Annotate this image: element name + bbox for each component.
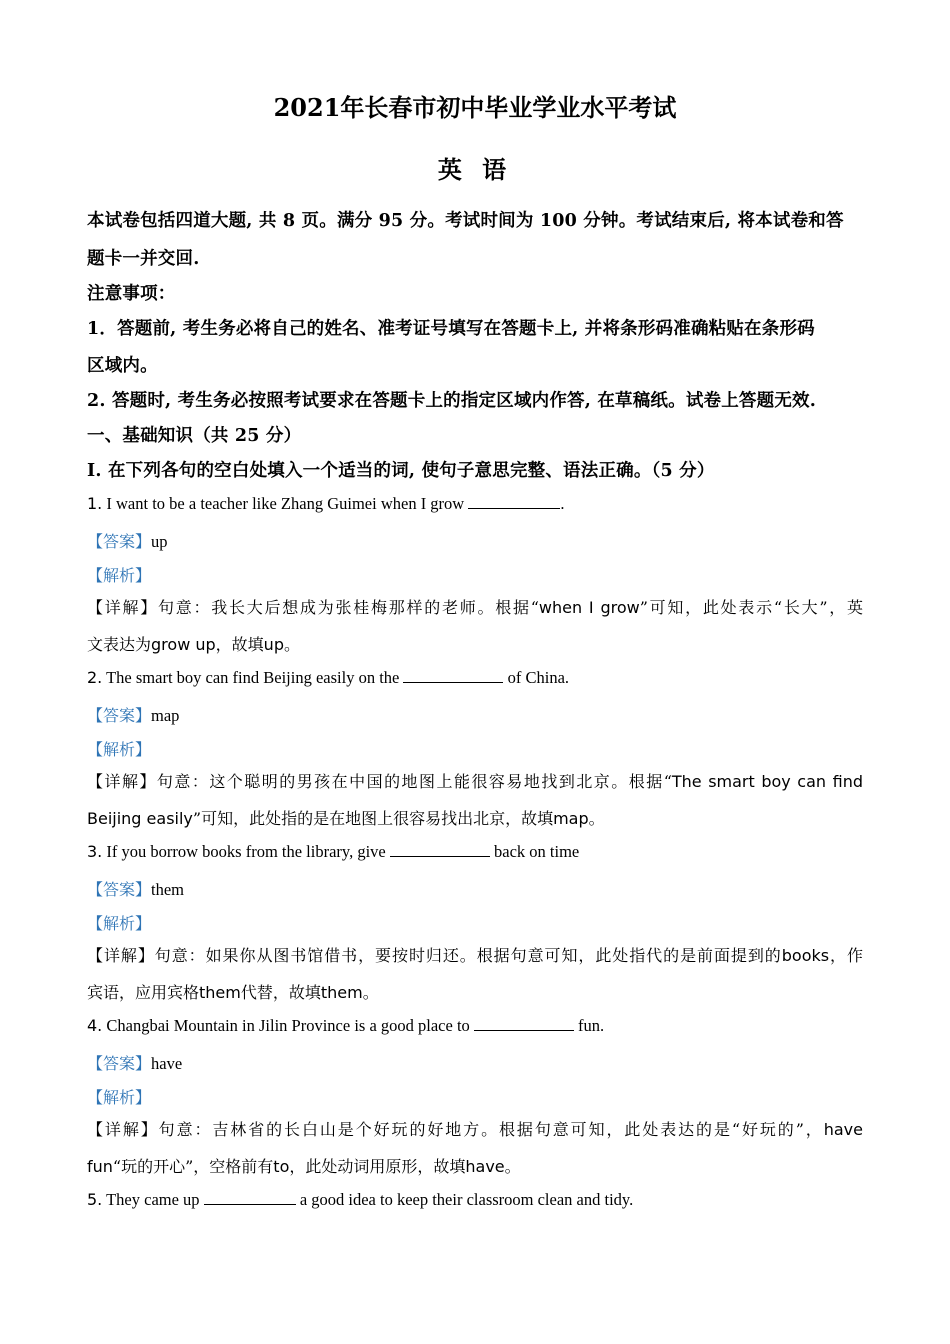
detail-text: 【详解】句意：吉林省的长白山是个好玩的好地方。根据句意可知，此处表达的是“好玩的”， (87, 1120, 824, 1139)
answer-blank (390, 842, 490, 857)
analysis-line-1 (87, 563, 863, 586)
question-number: 4. (87, 1016, 103, 1035)
detail-4-line-2 (87, 1154, 863, 1177)
question-text-before: I want to be a teacher like Zhang Guimei when I grow (102, 494, 469, 513)
detail-text: ”可知，此处指的是在地图上很容易找出北京，故填 (192, 809, 554, 828)
answer-tag: 【答案】 (87, 1054, 152, 1073)
detail-english: have (465, 1157, 505, 1176)
answer-tag: 【答案】 (87, 880, 152, 899)
detail-english: books (781, 946, 830, 965)
detail-text: ，此处动词用原形，故填 (289, 1157, 466, 1176)
answer-line-1 (87, 529, 863, 552)
question-3 (87, 842, 863, 862)
answer-line-2 (87, 703, 863, 726)
detail-text: 文表达为 (87, 635, 152, 654)
question-4 (87, 1016, 863, 1036)
notes-item-1-line-2: 区域内。 (87, 356, 158, 376)
intro-line-1: 本试卷包括四道大题, 共 8 页。满分 95 分。考试时间为 100 分钟。考试结束后, 将本试卷和答 (87, 211, 844, 231)
question-number: 3. (87, 842, 103, 861)
exam-title: 2021年长春市初中毕业学业水平考试 (273, 93, 677, 122)
detail-text: ，故填 (215, 635, 264, 654)
detail-text: 宾语，应用宾格 (87, 983, 200, 1002)
answer-blank (474, 1016, 574, 1031)
detail-english: when I grow (538, 598, 640, 617)
section-heading: 一、基础知识（共 25 分） (87, 426, 302, 446)
analysis-tag: 【解析】 (87, 1088, 152, 1107)
detail-1-line-1 (87, 595, 863, 618)
notes-item-2: 2. 答题时, 考生务必按照考试要求在答题卡上的指定区域内作答, 在草稿纸。试卷上答题无效. (87, 391, 817, 411)
question-1 (87, 494, 863, 514)
question-text-after: . (560, 494, 565, 513)
detail-3-line-1 (87, 943, 863, 966)
detail-1-line-2 (87, 632, 863, 655)
answer-value: map (151, 706, 180, 725)
detail-english: fun (87, 1157, 113, 1176)
analysis-line-4 (87, 1085, 863, 1108)
detail-text: 【详解】句意：我长大后想成为张桂梅那样的老师。根据“ (87, 598, 539, 617)
question-text-before: The smart boy can find Beijing easily on the (102, 668, 404, 687)
subject-title: 英 语 (437, 155, 513, 184)
detail-text: ，作 (829, 946, 863, 965)
question-text-after: fun. (573, 1016, 605, 1035)
detail-text: 【详解】句意：这个聪明的男孩在中国的地图上能很容易地找到北京。根据“ (87, 772, 672, 791)
analysis-tag: 【解析】 (87, 740, 152, 759)
detail-english: them (320, 983, 363, 1002)
answer-value: up (151, 532, 168, 551)
detail-english: up (263, 635, 284, 654)
question-text-after: a good idea to keep their classroom clean and tidy. (295, 1190, 634, 1209)
detail-2-line-2 (87, 806, 863, 829)
analysis-line-3 (87, 911, 863, 934)
question-number: 1. (87, 494, 103, 513)
answer-line-3 (87, 877, 863, 900)
question-text-after: back on time (489, 842, 580, 861)
detail-text: 代替，故填 (240, 983, 321, 1002)
analysis-tag: 【解析】 (87, 566, 152, 585)
detail-english: have (823, 1120, 863, 1139)
question-text-before: If you borrow books from the library, give (102, 842, 390, 861)
detail-text: 。 (504, 1157, 521, 1176)
detail-english: grow up (151, 635, 216, 654)
analysis-tag: 【解析】 (87, 914, 152, 933)
detail-text: “玩的开心”，空格前有 (112, 1157, 274, 1176)
answer-value: have (151, 1054, 183, 1073)
answer-tag: 【答案】 (87, 706, 152, 725)
question-2 (87, 668, 863, 688)
question-text-after: of China. (503, 668, 570, 687)
detail-text: 【详解】句意：如果你从图书馆借书，要按时归还。根据句意可知，此处指代的是前面提到的 (87, 946, 782, 965)
detail-english: Beijing easily (87, 809, 193, 828)
analysis-line-2 (87, 737, 863, 760)
question-number: 2. (87, 668, 103, 687)
detail-english: The smart boy can find (671, 772, 863, 791)
answer-blank (204, 1190, 296, 1205)
intro-line-2: 题卡一并交回. (87, 249, 200, 269)
notes-heading: 注意事项： (87, 284, 176, 304)
answer-line-4 (87, 1051, 863, 1074)
detail-text: 。 (362, 983, 379, 1002)
detail-text: ”可知，此处表示“长大”，英 (639, 598, 863, 617)
detail-2-line-1 (87, 769, 863, 792)
detail-english: to (273, 1157, 290, 1176)
answer-blank (403, 668, 503, 683)
question-number: 5. (87, 1190, 103, 1209)
notes-item-1-line-1: 1．答题前, 考生务必将自己的姓名、准考证号填写在答题卡上, 并将条形码准确粘贴在条形码 (87, 319, 815, 339)
answer-blank (468, 494, 560, 509)
detail-3-line-2 (87, 980, 863, 1003)
detail-english: them (199, 983, 241, 1002)
answer-tag: 【答案】 (87, 532, 152, 551)
question-text-before: They came up (102, 1190, 204, 1209)
detail-4-line-1 (87, 1117, 863, 1140)
part-heading: I. 在下列各句的空白处填入一个适当的词, 使句子意思完整、语法正确。（5 分） (87, 461, 715, 481)
detail-text: 。 (588, 809, 605, 828)
detail-english: map (553, 809, 589, 828)
question-5 (87, 1190, 863, 1210)
detail-text: 。 (283, 635, 300, 654)
question-text-before: Changbai Mountain in Jilin Province is a good place to (102, 1016, 474, 1035)
answer-value: them (151, 880, 185, 899)
